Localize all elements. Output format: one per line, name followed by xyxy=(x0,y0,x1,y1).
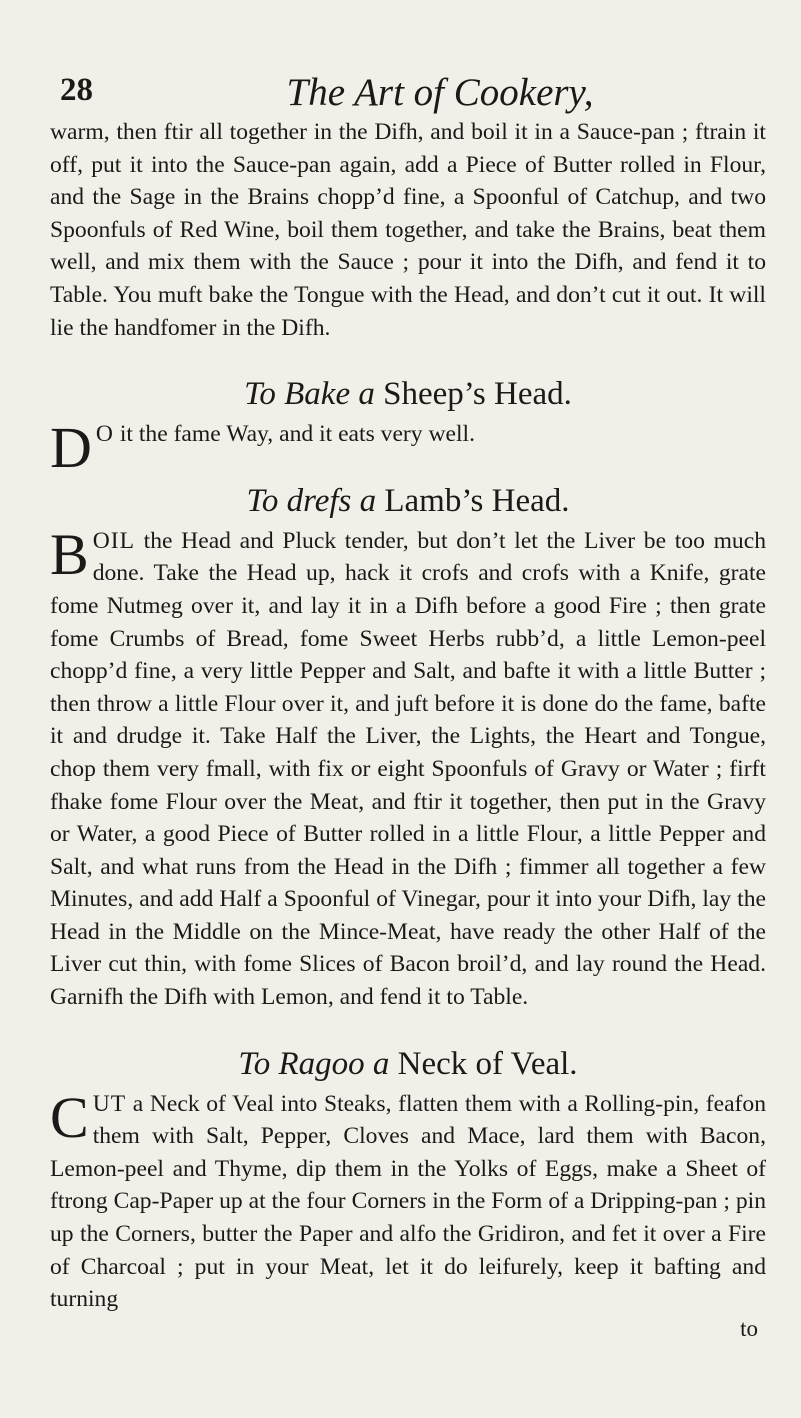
continuation-paragraph: warm, then ftir all together in the Difh, and boil it in a Sauce-pan ; ftrain it off, put it into the Sauce-pan again, add a Piece of Butter rolled in Flour, and the Sage in the Brains chopp’d fine, a Spoonful of Catchup, and two Spoonfuls of Red Wine, boil them together, and take the Brains, beat them well, and mix them with the Sauce ; pour it into the Difh, and fend it to Table. You muft bake the Tongue with the Head, and don’t cut it out. It will lie the handfomer in the Difh. xyxy=(50,119,766,341)
heading-roman: Sheep’s Head. xyxy=(383,376,572,413)
drop-capital: D xyxy=(50,415,92,481)
drop-capital: B xyxy=(50,521,89,587)
page-header xyxy=(50,70,757,114)
lead-word: UT xyxy=(92,1090,127,1117)
lead-word: OIL xyxy=(92,527,135,554)
running-title: The Art of Cookery, xyxy=(286,71,594,114)
recipe-text: a Neck of Veal into Steaks, flatten them with a Rolling-pin, feafon them with Salt, Pepper, Cloves and Mace, lard them with Bacon, Lemon-peel and Thyme, dip them in the Yolks of Eggs, make a Sheet of ftrong Cap-Paper up at the four Corners in the Form of a Dripping-pan ; pin up the Corners, butter the Paper and alfo the Gridiron, and fet it over a Fire of Charcoal ; put in your Meat, let it do leifurely, keep it bafting and turning xyxy=(50,1090,766,1313)
heading-italic: To drefs a xyxy=(246,482,377,519)
page-body xyxy=(50,116,766,1342)
recipe-text: the Head and Pluck tender, but don’t let the Liver be too much done. Take the Head up, hack it crofs and crofs with a Knife, grate fome Nutmeg over it, and lay it in a Difh before a good Fire ; then grate fome Crumbs of Bread, fome Sweet Herbs rubb’d, a little Lemon-peel chopp’d fine, a very little Pepper and Salt, and bafte it with a little Butter ; then throw a little Flour over it, and juft before it is done do the fame, bafte it and drudge it. Take Half the Liver, the Lights, the Heart and Tongue, chop them very fmall, with fix or eight Spoonfuls of Gravy or Water ; firft fhake fome Flour over the Meat, and ftir it together, then put in the Gravy or Water, a good Piece of Butter rolled in a little Flour, a little Pepper and Salt, and what runs from the Head in the Difh ; fimmer all together a few Minutes, and add Half a Spoonful of Vinegar, pour it into your Difh, lay the Head in the Middle on the Mince-Meat, have ready the other Half of the Liver cut thin, with fome Slices of Bacon broil’d, and lay round the Head. Garnifh the Difh with Lemon, and fend it to Table. xyxy=(50,527,766,1011)
heading-roman: Neck of Veal. xyxy=(397,1045,578,1082)
page-number: 28 xyxy=(60,72,93,108)
recipe-paragraph-neck-of-veal xyxy=(50,1084,766,1316)
drop-capital: C xyxy=(50,1084,89,1150)
heading-italic: To Ragoo a xyxy=(238,1045,390,1082)
section-heading-neck-of-veal xyxy=(50,1044,766,1084)
recipe-text: it the fame Way, and it eats very well. xyxy=(113,421,475,448)
recipe-paragraph-sheeps-head xyxy=(50,415,766,481)
section-heading-lambs-head xyxy=(50,481,766,521)
heading-roman: Lamb’s Head. xyxy=(384,482,570,519)
lead-word: O xyxy=(95,421,114,448)
section-heading-sheeps-head xyxy=(50,374,766,414)
recipe-paragraph-lambs-head xyxy=(50,521,766,1014)
catchword: to xyxy=(740,1315,758,1341)
heading-italic: To Bake a xyxy=(244,376,375,413)
